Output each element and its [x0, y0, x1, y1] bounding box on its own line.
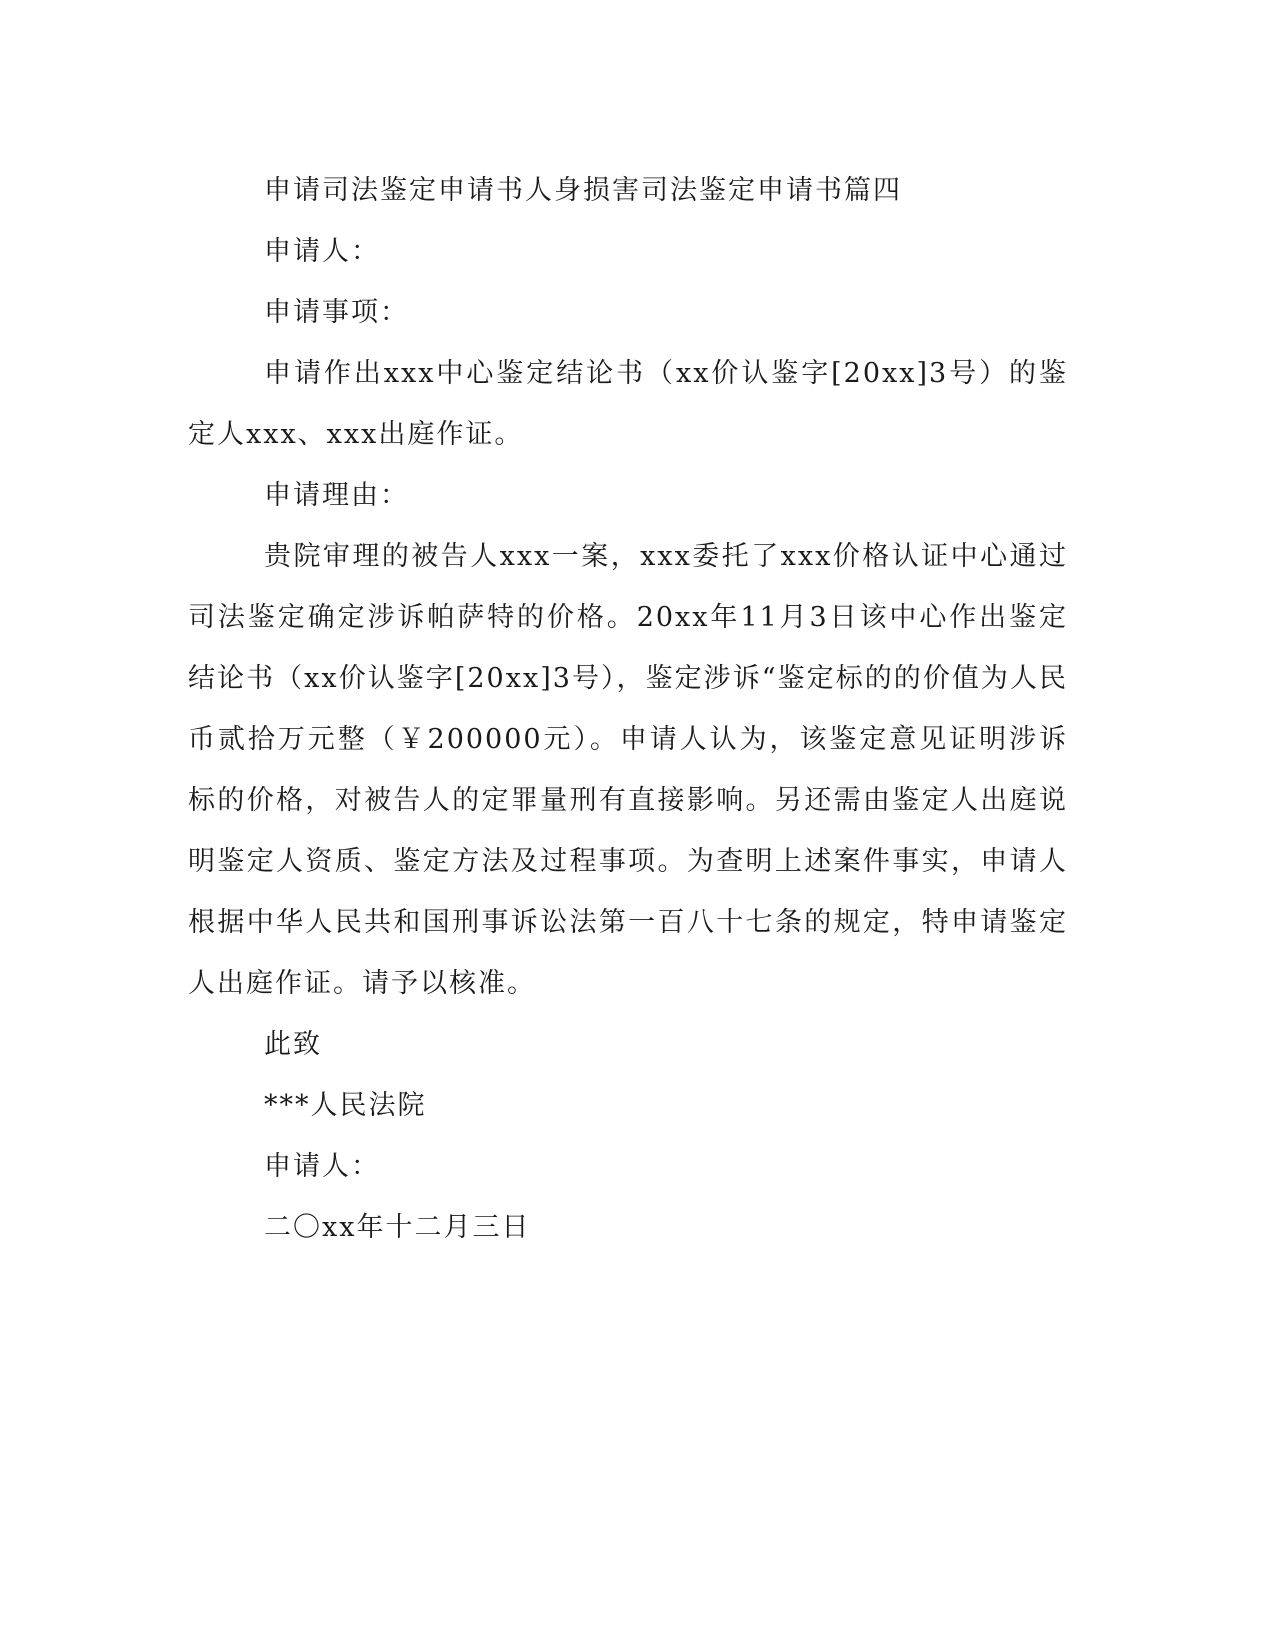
document-body	[188, 160, 1068, 1258]
salutation: 此致	[264, 1029, 322, 1060]
recipient-court: ***人民法院	[264, 1090, 427, 1121]
document-title: 申请司法鉴定申请书人身损害司法鉴定申请书篇四	[264, 175, 902, 206]
document-date: 二〇xx年十二月三日	[264, 1212, 531, 1243]
request-items-paragraph: 申请作出xxx中心鉴定结论书（xx价认鉴字[20xx]3号）的鉴定人xxx、xxx出庭作证。	[188, 358, 1068, 450]
request-reason-heading: 申请理由：	[264, 480, 409, 511]
request-reason-paragraph: 贵院审理的被告人xxx一案，xxx委托了xxx价格认证中心通过司法鉴定确定涉诉帕萨特的价格。20xx年11月3日该中心作出鉴定结论书（xx价认鉴字[20xx]3号），鉴定涉诉“鉴定标的的价值为人民币贰拾万元整（￥200000元）。申请人认为，该鉴定意见证明涉诉标的价格，对被告人的定罪量刑有直接影响。另还需由鉴定人出庭说明鉴定人资质、鉴定方法及过程事项。为查明上述案件事实，申请人根据中华人民共和国刑事诉讼法第一百八十七条的规定，特申请鉴定人出庭作证。请予以核准。	[188, 541, 1068, 999]
request-items-heading: 申请事项：	[264, 297, 409, 328]
applicant-line: 申请人：	[264, 236, 380, 267]
signature-applicant: 申请人：	[264, 1151, 380, 1182]
